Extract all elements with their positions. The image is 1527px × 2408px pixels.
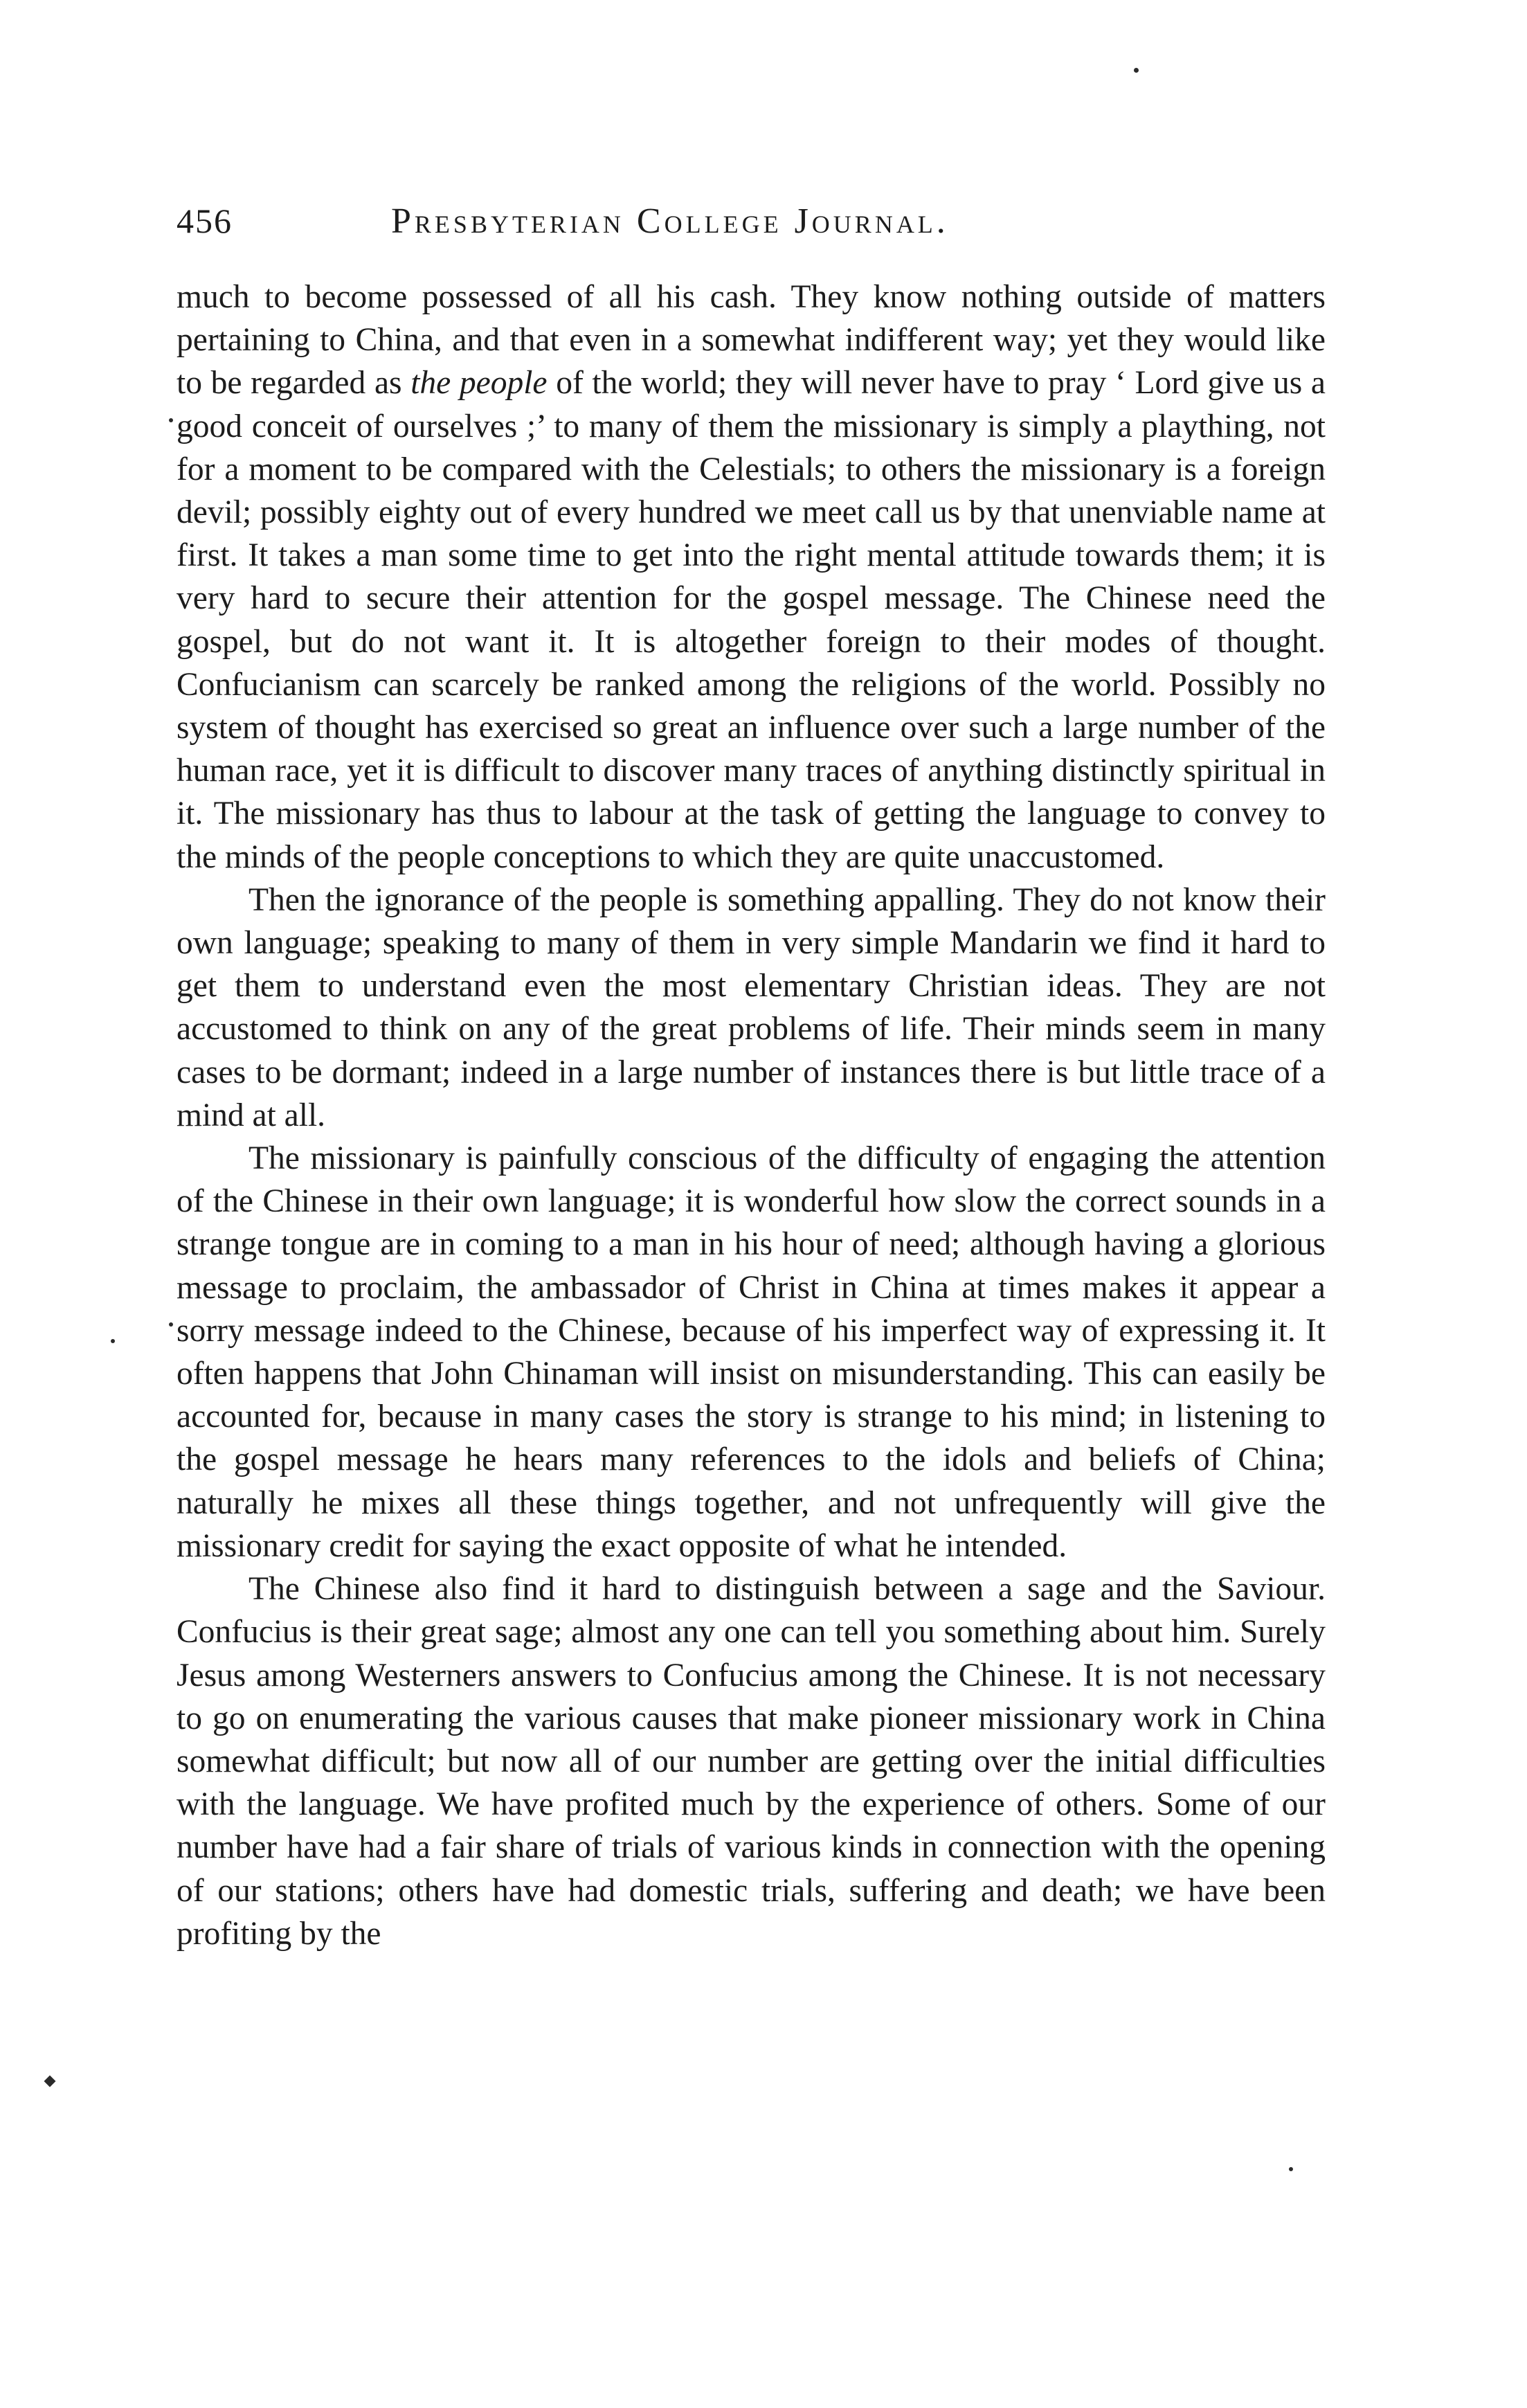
paragraph-text: The Chinese also find it hard to distinguish between a sage and the Saviour. Confucius is their great sage; almost any one can tell you something about him. Surely Jesus among Westerners answers to Confucius among the Chinese. It is not necessary to go on enumerating the various causes that make pioneer missionary work in China somewhat difficult; but now all of our number are getting over the initial difficulties with the language. We have profited much by the experience of others. Some of our number have had a fair share of trials of various kinds in connection with the opening of our stations; others have had domestic trials, suffering and death; we have been profiting by the xyxy=(177,1571,1326,1952)
scan-speck xyxy=(1289,2167,1293,2171)
paragraph xyxy=(177,1567,1326,1955)
page-number: 456 xyxy=(177,201,233,240)
paragraph xyxy=(177,879,1326,1137)
scan-speck xyxy=(169,1322,173,1327)
paragraph-text: of the world; they will never have to pray ‘ Lord give us a good conceit of ourselves ;’ to many of them the missionary is simply a plaything, not for a moment to be compared with the Celestials; to others the missionary is a foreign devil; possibly eighty out of every hundred we meet call us by that unenviable name at first. It takes a man some time to get into the right mental attitude towards them; it is very hard to secure their attention for the gospel message. The Chinese need the gospel, but do not want it. It is altogether foreign to their modes of thought. Confucianism can scarcely be ranked among the religions of the world. Possibly no system of thought has exercised so great an influence over such a large number of the human race, yet it is difficult to discover many traces of anything distinctly spiritual in it. The missionary has thus to labour at the task of getting the language to convey to the minds of the people conceptions to which they are quite unaccustomed. xyxy=(177,365,1326,875)
paragraph xyxy=(177,1137,1326,1567)
scan-speck xyxy=(1134,68,1139,73)
scan-speck xyxy=(111,1339,115,1343)
running-title: Presbyterian College Journal. xyxy=(391,201,949,241)
body-text xyxy=(177,276,1326,1955)
page-header xyxy=(177,201,1326,249)
paragraph xyxy=(177,276,1326,879)
paragraph-text: The missionary is painfully conscious of the difficulty of engaging the attention of the Chinese in their own language; it is wonderful how slow the correct sounds in a strange tongue are in coming to a man in his hour of need; although having a glorious message to proclaim, the ambassador of Christ in China at times makes it appear a sorry message indeed to the Chinese, because of his imperfect way of expressing it. It often happens that John Chinaman will insist on misunderstanding. This can easily be accounted for, because in many cases the story is strange to his mind; in listening to the gospel message he hears many references to the idols and beliefs of China; naturally he mixes all these things together, and not unfrequently will give the missionary credit for saying the exact opposite of what he intended. xyxy=(177,1140,1326,1564)
scan-speck xyxy=(169,418,173,422)
paragraph-text: much to become possessed of all his cash. They know nothing outside of matters pertaining to China, and that even in a somewhat indifferent way; yet they would like to be regarded as xyxy=(177,279,1326,402)
scan-speck xyxy=(44,2076,56,2087)
italic-phrase: the people xyxy=(410,365,548,402)
paragraph-text: Then the ignorance of the people is something appalling. They do not know their own language; speaking to many of them in very simple Mandarin we find it hard to get them to understand even the most elementary Christian ideas. They are not accustomed to think on any of the great problems of life. Their minds seem in many cases to be dormant; indeed in a large number of instances there is but little trace of a mind at all. xyxy=(177,881,1326,1133)
